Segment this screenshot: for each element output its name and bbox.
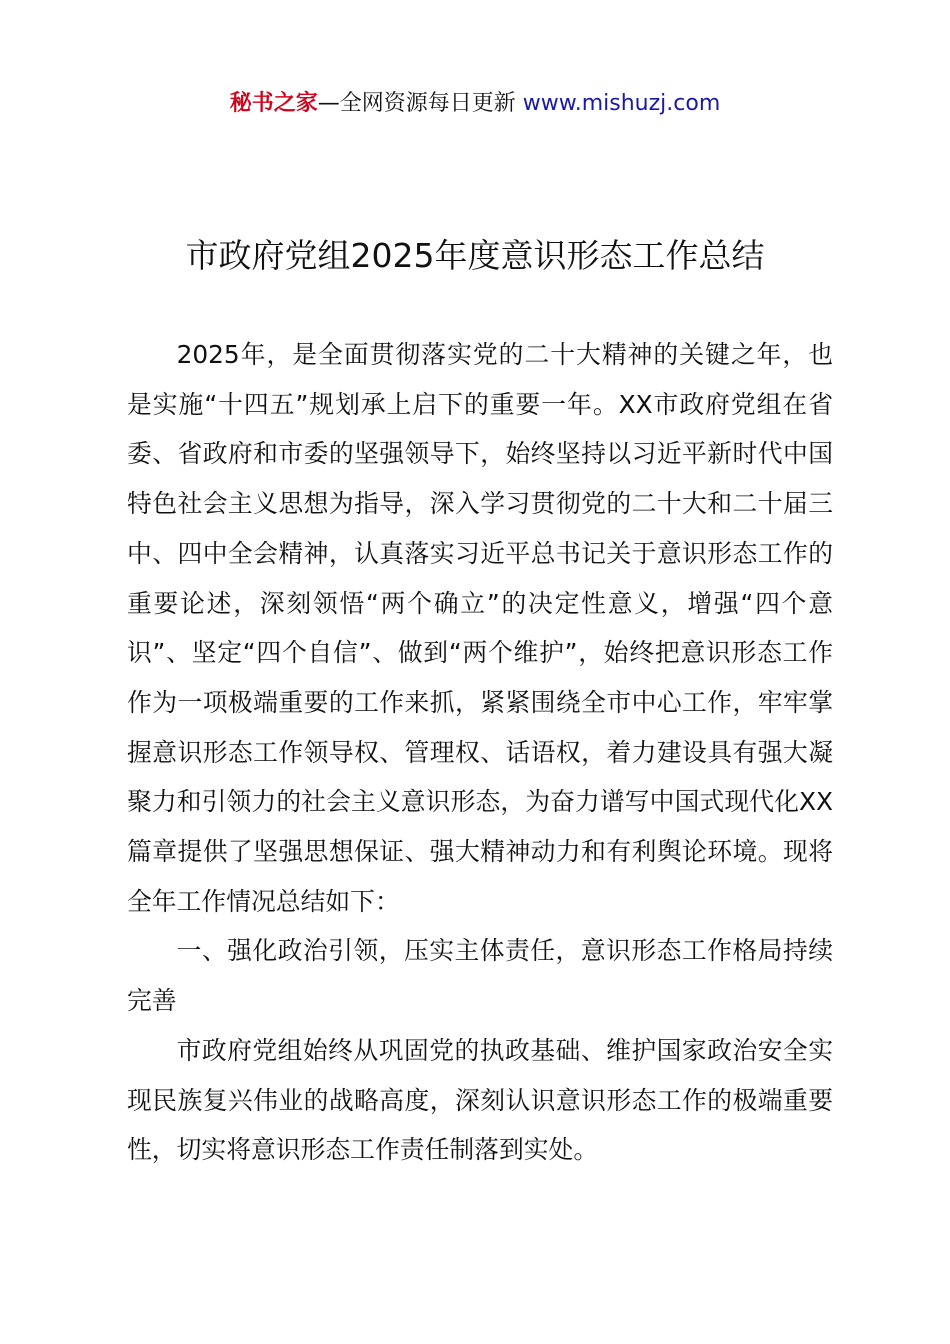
site-url-link[interactable]: www.mishuzj.com [522,91,721,116]
intro-paragraph: 2025年，是全面贯彻落实党的二十大精神的关键之年，也是实施“十四五”规划承上启下的重要一年。XX市政府党组在省委、省政府和市委的坚强领导下，始终坚持以习近平新时代中国特色社会主义思想为指导，深入学习贯彻党的二十大和二十届三中、四中全会精神，认真落实习近平总书记关于意识形态工作的重要论述，深刻领悟“两个确立”的决定性意义，增强“四个意识”、坚定“四个自信”、做到“两个维护”，始终把意识形态工作作为一项极端重要的工作来抓，紧紧围绕全市中心工作，牢牢掌握意识形态工作领导权、管理权、话语权，着力建设具有强大凝聚力和引领力的社会主义意识形态，为奋力谱写中国式现代化XX篇章提供了坚强思想保证、强大精神动力和有利舆论环境。现将全年工作情况总结如下： [127,340,833,916]
document-body [127,330,833,1175]
site-slogan: —全网资源每日更新 [317,91,523,116]
site-brand: 秘书之家 [229,91,318,116]
section-1-paragraph: 市政府党组始终从巩固党的执政基础、维护国家政治安全实现民族复兴伟业的战略高度，深刻认识意识形态工作的极端重要性，切实将意识形态工作责任制落到实处。 [127,1035,833,1165]
site-header [0,88,950,120]
document-title: 市政府党组2025年度意识形态工作总结 [185,236,765,275]
section-heading-1: 一、强化政治引领，压实主体责任，意识形态工作格局持续完善 [127,936,833,1016]
